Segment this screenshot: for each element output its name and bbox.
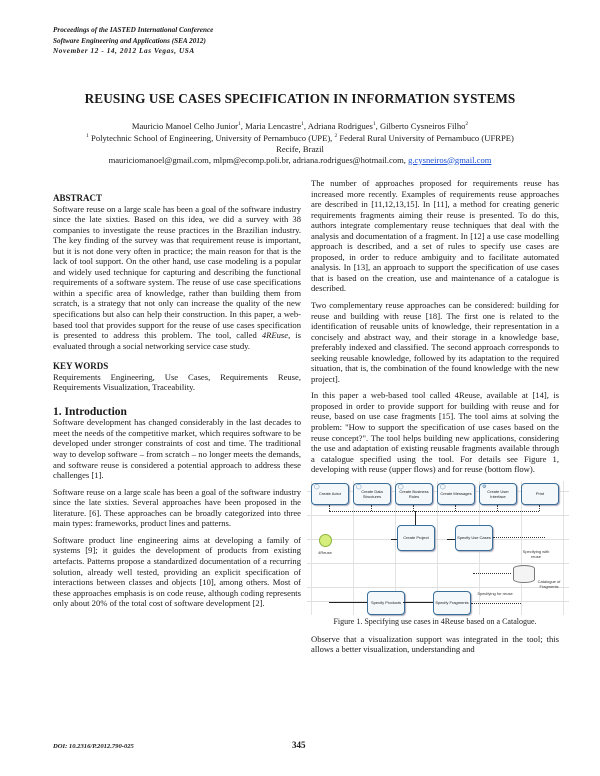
proceedings-header: [53, 25, 213, 57]
right-column: [311, 178, 559, 661]
doi-footer: DOI: 10.2316/P.2012.790-025: [53, 743, 134, 750]
box-create-actor: [311, 483, 349, 505]
body-paragraph: Observe that a visualization support was integrated in the tool; this allows a better visualization, understanding and: [311, 633, 559, 655]
affiliation-2: Federal Rural University of Pernambuco (UFRPE): [337, 133, 514, 144]
connector: [493, 537, 545, 538]
user-task-icon: ◯: [398, 483, 404, 490]
box-label: Specify Fragments: [435, 600, 469, 606]
gear-icon: ⚙: [482, 483, 487, 490]
intro-paragraph: Software product line engineering aims at developing a family of systems [9]; it guides the development of products from existing artefacts. Patterns propose a standardized documentation of a recurring solution, already well tested, providing an explicit specification of interactions between classes and objects [10], among others. Most of these approaches emphasis is on code reuse, although coding represents only about 20% of the total cost of software development [2].: [53, 534, 301, 609]
figure-1-bottom-flow: [307, 591, 569, 615]
box-create-data-structures: [353, 483, 391, 505]
abstract-text-part: Software reuse on a large scale has been a goal of the software industry since the late sixties. Based on this idea, we did a survey with 38 companies to investigate the reuse practices in the Brazilian industry. The key finding of the survey was that requirement reuse is important, but it is not done very often in practice; the main reason for that is the lack of tool support. On the other hand, use case modeling is a popular and widely used technique for capturing and describing the functional requirements of a software system. The reuse of use case specifications within a specific area of knowledge, rather than building them from scratch, is a strategy that not only can increase the quality of the new specifications but also can help their construction. In this paper, a web-based tool that provides support for the reuse of use cases specification is presented to address this problem. The tool, called: [53, 203, 301, 341]
author-sup: 1: [372, 121, 376, 127]
author-sup: 1: [238, 121, 241, 127]
keywords-heading: KEY WORDS: [53, 361, 109, 372]
box-specify-use-cases: [455, 525, 493, 551]
body-paragraph: The number of approaches proposed for requirements reuse has increased more recently. Examples of requirements reuse approaches are described in [11,12,13,15]. In [11], a method for creating generic requirements fragments aiming their reuse is presented. To do this, authors integrate complementary reuse techniques that deal with the analysis and documentation of a fragment. In [12] a use case modelling approach is described, and a set of rules to specify use cases are proposed, in order to reduce ambiguity and to facilitate automated analysis. In [13], an approach to support the specification of use cases that is based on the creation, use and maintenance of a catalogue is described.: [311, 178, 559, 294]
connector: [413, 505, 414, 511]
figure-1-diagram: [307, 481, 569, 591]
box-label: Create Actor: [318, 491, 342, 497]
box-label: Create Messages: [440, 491, 472, 497]
paper-title: REUSING USE CASES SPECIFICATION IN INFORMATION SYSTEMS: [84, 91, 516, 106]
tool-name: 4REuse: [261, 330, 289, 341]
connector: [415, 511, 416, 525]
keywords-text: Requirements Engineering, Use Cases, Requirements Reuse, Requirements Visualization, Traceability.: [53, 371, 301, 393]
email-link[interactable]: g.cysneiros@gmail.com: [408, 154, 492, 165]
box-label: Print: [535, 491, 545, 497]
introduction-heading: 1. Introduction: [53, 405, 127, 418]
author-name: Mauricio Manoel Celho Junior: [131, 120, 239, 131]
figure-caption: Figure 1. Specifying use cases in 4Reuse based on a Catalogue.: [333, 616, 537, 626]
affiliation-sup: 2: [334, 133, 338, 140]
author-name: Maria Lencastre: [245, 120, 302, 131]
abstract-heading: ABSTRACT: [53, 193, 103, 203]
box-label: Create User Interface: [487, 488, 509, 499]
start-event-icon: [319, 534, 332, 547]
box-label: Create Data Structures: [361, 488, 383, 499]
box-specify-fragments: [433, 591, 471, 615]
connector: [539, 505, 540, 511]
arrow: [403, 602, 433, 603]
start-label: 4Reuse: [318, 549, 332, 555]
page-number: 345: [292, 740, 306, 750]
annotation-with-reuse: Specifying with reuse: [522, 548, 550, 559]
database-icon: [513, 565, 535, 583]
connector: [371, 505, 372, 511]
author-name: Adriana Rodrigues: [307, 120, 373, 131]
user-task-icon: ◯: [440, 483, 446, 490]
user-task-icon: ◯: [314, 483, 320, 490]
author-name: Gilberto Cysneiros Filho: [379, 120, 466, 131]
box-create-business-rules: [395, 483, 433, 505]
arrow: [447, 539, 455, 540]
intro-paragraph: Software development has changed considerably in the last decades to meet the needs of the competitive market, which requires software to be developed under stronger constraints of cost and time. The traditional way to develop software – from scratch – no longer meets the demands, and software reuse is considered a potential approach to address these challenges [1].: [53, 417, 301, 481]
emails: [0, 155, 600, 166]
left-column: [53, 193, 301, 615]
affiliation-sup: 1: [86, 133, 89, 140]
body-paragraph: Two complementary reuse approaches can be considered: building for reuse and building with reuse [18]. The first one is related to the identification of reusable units of knowledge, their representation in a concisely and abstract way, and their storage in a knowledge base, preferably indexed and classified. The second approach corresponds to seeking reusable knowledge, followed by its adaptation to the required situation, that is, the combination of the found knowledge with the new project].: [311, 300, 559, 384]
body-paragraph: In this paper a web-based tool called 4Reuse, available at [14], is proposed in order to provide support for building with reuse and for reuse, based on use case fragments [15]. The tool aims at solving the problem: "How to support the specification of use cases based on the reuse concept?". The tool helps building new applications, considering the use and adaptation of existing reusable fragments available through a catalogue specified using the tool. For details see Figure 1, developing with reuse (upper flows) and for reuse (bottom flow).: [311, 390, 559, 475]
connector-top: [329, 511, 539, 512]
connector: [471, 603, 521, 604]
connector: [497, 505, 498, 511]
box-label: Create Project: [403, 535, 429, 541]
box-label: Create Business Rules: [399, 488, 429, 499]
abstract-text: [53, 204, 301, 352]
author-block: [0, 119, 600, 165]
box-specify-products: [367, 591, 405, 615]
connector: [473, 573, 511, 574]
annotation-catalogue: Catalogue of Fragments: [537, 578, 561, 589]
intro-paragraph: Software reuse on a large scale has been a goal of the software industry since the late sixties. Several approaches have been proposed in the literature. [6]. These approaches can be broadly categorized into three main types: frameworks, product lines and patterns.: [53, 486, 301, 529]
author-list: Mauricio Manoel Celho Junior$^1$, Maria Lencastre$^1$, Adriana Rodrigues$^1$, Gilberto Cysneiros Filho$^2$: [131, 120, 469, 131]
location: Recife, Brazil: [276, 143, 324, 154]
annotation-for-reuse: Specifying for reuse: [477, 590, 513, 596]
affiliations: [0, 131, 600, 143]
proceedings-line-3: November 12 - 14, 2012 Las Vegas, USA: [53, 47, 195, 55]
box-print: [521, 483, 559, 505]
arrow: [329, 602, 367, 603]
box-label: Specify Products: [370, 600, 401, 606]
box-create-messages: [437, 483, 475, 505]
box-label: Specify Use Cases: [457, 535, 491, 541]
affiliation-1: Polytechnic School of Engineering, University of Pernambuco (UPE),: [88, 133, 335, 144]
connector: [329, 505, 330, 511]
author-sup: 1: [301, 121, 304, 127]
abstract-text-part: , is evaluated through a social networking service case study.: [53, 330, 301, 351]
box-create-user-interface: [479, 483, 517, 505]
proceedings-line-2: Software Engineering and Applications (SEA 2012): [53, 36, 206, 45]
proceedings-line-1: Proceedings of the IASTED International Conference: [53, 26, 214, 34]
box-create-project: [397, 525, 435, 551]
user-task-icon: ◯: [356, 483, 362, 490]
author-sup: 2: [465, 121, 469, 127]
email-list: mauriciomanoel@gmail.com, mlpm@ecomp.poli.br, adriana.rodrigues@hotmail.com,: [108, 154, 409, 165]
connector: [455, 505, 456, 511]
